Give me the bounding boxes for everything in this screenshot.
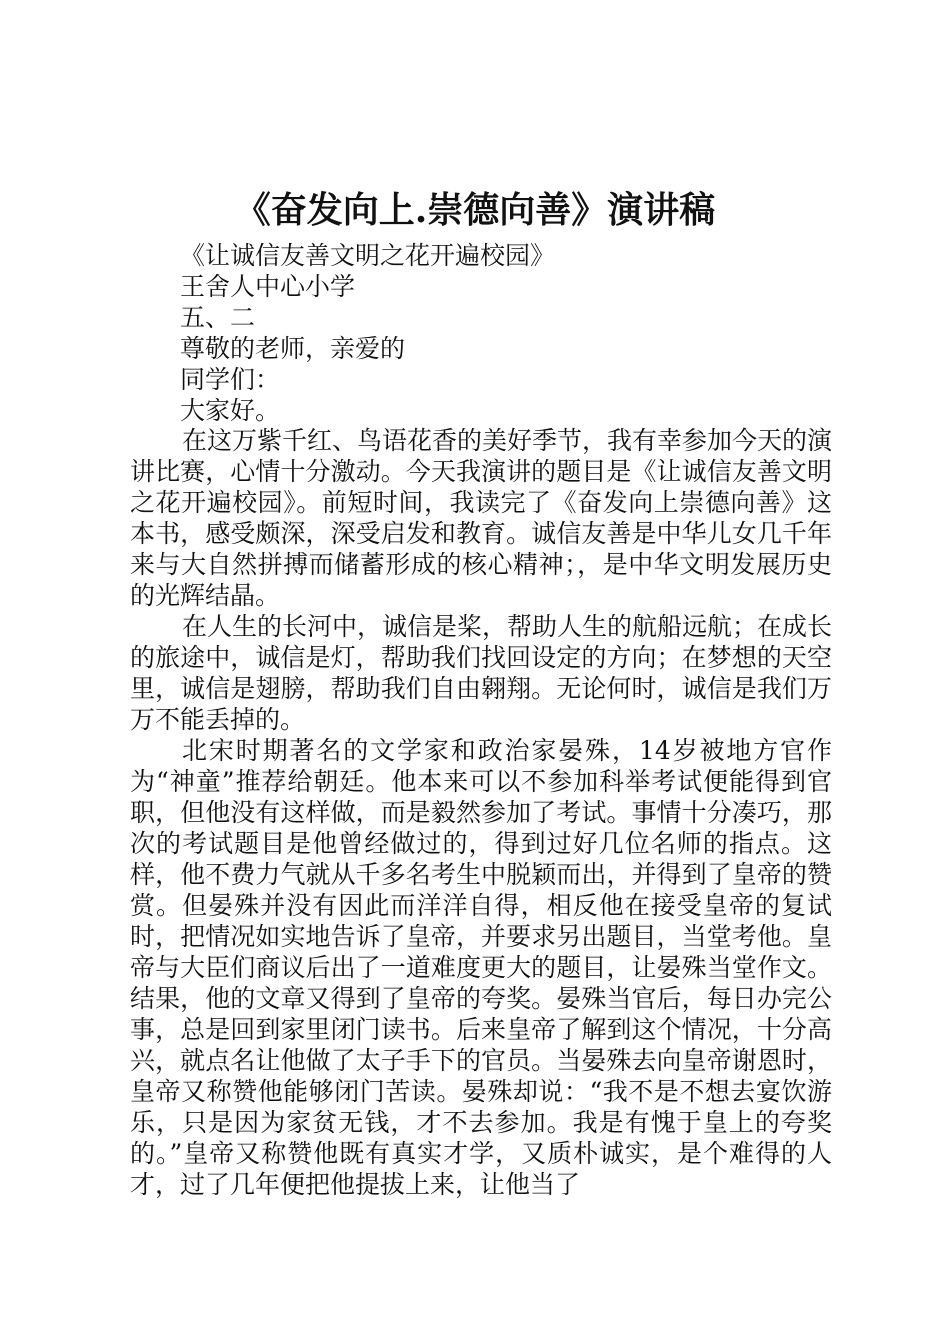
paragraph: 在人生的长河中，诚信是桨，帮助人生的航船远航；在成长的旅途中，诚信是灯，帮助我们找回设定的方向；在梦想的天空里，诚信是翅膀，帮助我们自由翱翔。无论何时，诚信是我们万万不能丢掉的。 xyxy=(130,612,833,734)
class-name: 五、二 xyxy=(180,303,256,332)
body-text xyxy=(130,425,832,1200)
greeting-line-1: 尊敬的老师，亲爱的 xyxy=(180,334,406,363)
document-title: 《奋发向上.崇德向善》演讲稿 xyxy=(234,189,716,231)
header-block xyxy=(180,240,840,426)
greeting-line-2: 同学们： xyxy=(180,365,281,394)
paragraph: 在这万紫千红、鸟语花香的美好季节，我有幸参加今天的演讲比赛，心情十分激动。今天我演讲的题目是《让诚信友善文明之花开遍校园》。前短时间，我读完了《奋发向上崇德向善》这本书，感受颇深，深受启发和教育。诚信友善是中华儿女几千年来与大自然拼搏而储蓄形成的核心精神；，是中华文明发展历史的光辉结晶。 xyxy=(130,426,833,610)
greeting-line-3: 大家好。 xyxy=(180,396,281,425)
paragraph: 北宋时期著名的文学家和政治家晏殊，14岁被地方官作为“神童”推荐给朝廷。他本来可以不参加科举考试便能得到官职，但他没有这样做，而是毅然参加了考试。事情十分凑巧，那次的考试题目是他曾经做过的，得到过好几位名师的指点。这样，他不费力气就从千多名考生中脱颖而出，并得到了皇帝的赞赏。但晏殊并没有因此而洋洋自得，相反他在接受皇帝的复试时，把情况如实地告诉了皇帝，并要求另出题目，当堂考他。皇帝与大臣们商议后出了一道难度更大的题目，让晏殊当堂作文。结果，他的文章又得到了皇帝的夸奖。晏殊当官后，每日办完公事，总是回到家里闭门读书。后来皇帝了解到这个情况，十分高兴，就点名让他做了太子手下的官员。当晏殊去向皇帝谢恩时，皇帝又称赞他能够闭门苦读。晏殊却说：“我不是不想去宴饮游乐，只是因为家贫无钱，才不去参加。我是有愧于皇上的夸奖的。”皇帝又称赞他既有真实才学，又质朴诚实，是个难得的人才，过了几年便把他提拔上来，让他当了 xyxy=(130,736,832,1199)
speech-subtitle: 《让诚信友善文明之花开遍校园》 xyxy=(180,241,556,270)
school-name: 王舍人中心小学 xyxy=(180,272,356,301)
